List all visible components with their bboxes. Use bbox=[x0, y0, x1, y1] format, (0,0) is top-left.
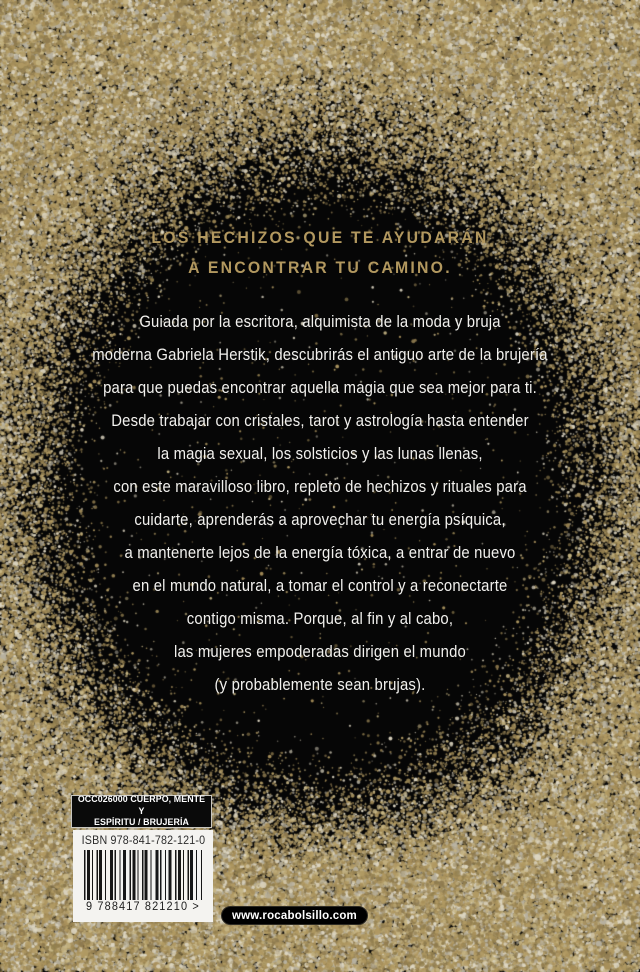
isbn-label: ISBN 978-841-782-121-0 bbox=[81, 835, 205, 847]
publisher-website: www.rocabolsillo.com bbox=[221, 906, 368, 925]
synopsis bbox=[32, 306, 608, 702]
synopsis-line: las mujeres empoderadas dirigen el mundo bbox=[174, 643, 466, 661]
synopsis-line: Desde trabajar con cristales, tarot y astrología hasta entender bbox=[111, 412, 529, 430]
category-line1: OCC026000 CUERPO, MENTE Y bbox=[77, 794, 206, 816]
synopsis-line: moderna Gabriela Herstik, descubrirás el antiguo arte de la brujería bbox=[92, 346, 548, 364]
category-code-box bbox=[71, 795, 212, 828]
synopsis-line: en el mundo natural, a tomar el control y a reconectarte bbox=[132, 577, 508, 595]
synopsis-line: la magia sexual, los solsticios y las lunas llenas, bbox=[157, 445, 483, 463]
barcode-block bbox=[73, 830, 213, 922]
synopsis-line: cuidarte, aprenderás a aprovechar tu energía psíquica, bbox=[134, 511, 506, 529]
tagline bbox=[22, 223, 617, 283]
synopsis-line: a mantenerte lejos de la energía tóxica, a entrar de nuevo bbox=[124, 544, 516, 562]
synopsis-line: (y probablemente sean brujas). bbox=[214, 676, 426, 694]
tagline-line2: A ENCONTRAR TU CAMINO. bbox=[188, 258, 452, 277]
barcode-digits: 9 788417 821210 > bbox=[86, 901, 200, 913]
synopsis-line: contigo misma. Porque, al fin y al cabo, bbox=[186, 610, 454, 628]
synopsis-line: con este maravilloso libro, repleto de hechizos y rituales para bbox=[113, 478, 527, 496]
synopsis-line: Guiada por la escritora, alquimista de la moda y bruja bbox=[139, 313, 501, 331]
synopsis-line: para que puedas encontrar aquella magia que sea mejor para ti. bbox=[103, 379, 537, 397]
tagline-line1: LOS HECHIZOS QUE TE AYUDARÁN bbox=[151, 228, 489, 247]
barcode-bars bbox=[84, 850, 202, 900]
category-line2: ESPÍRITU / BRUJERÍA bbox=[93, 817, 190, 828]
